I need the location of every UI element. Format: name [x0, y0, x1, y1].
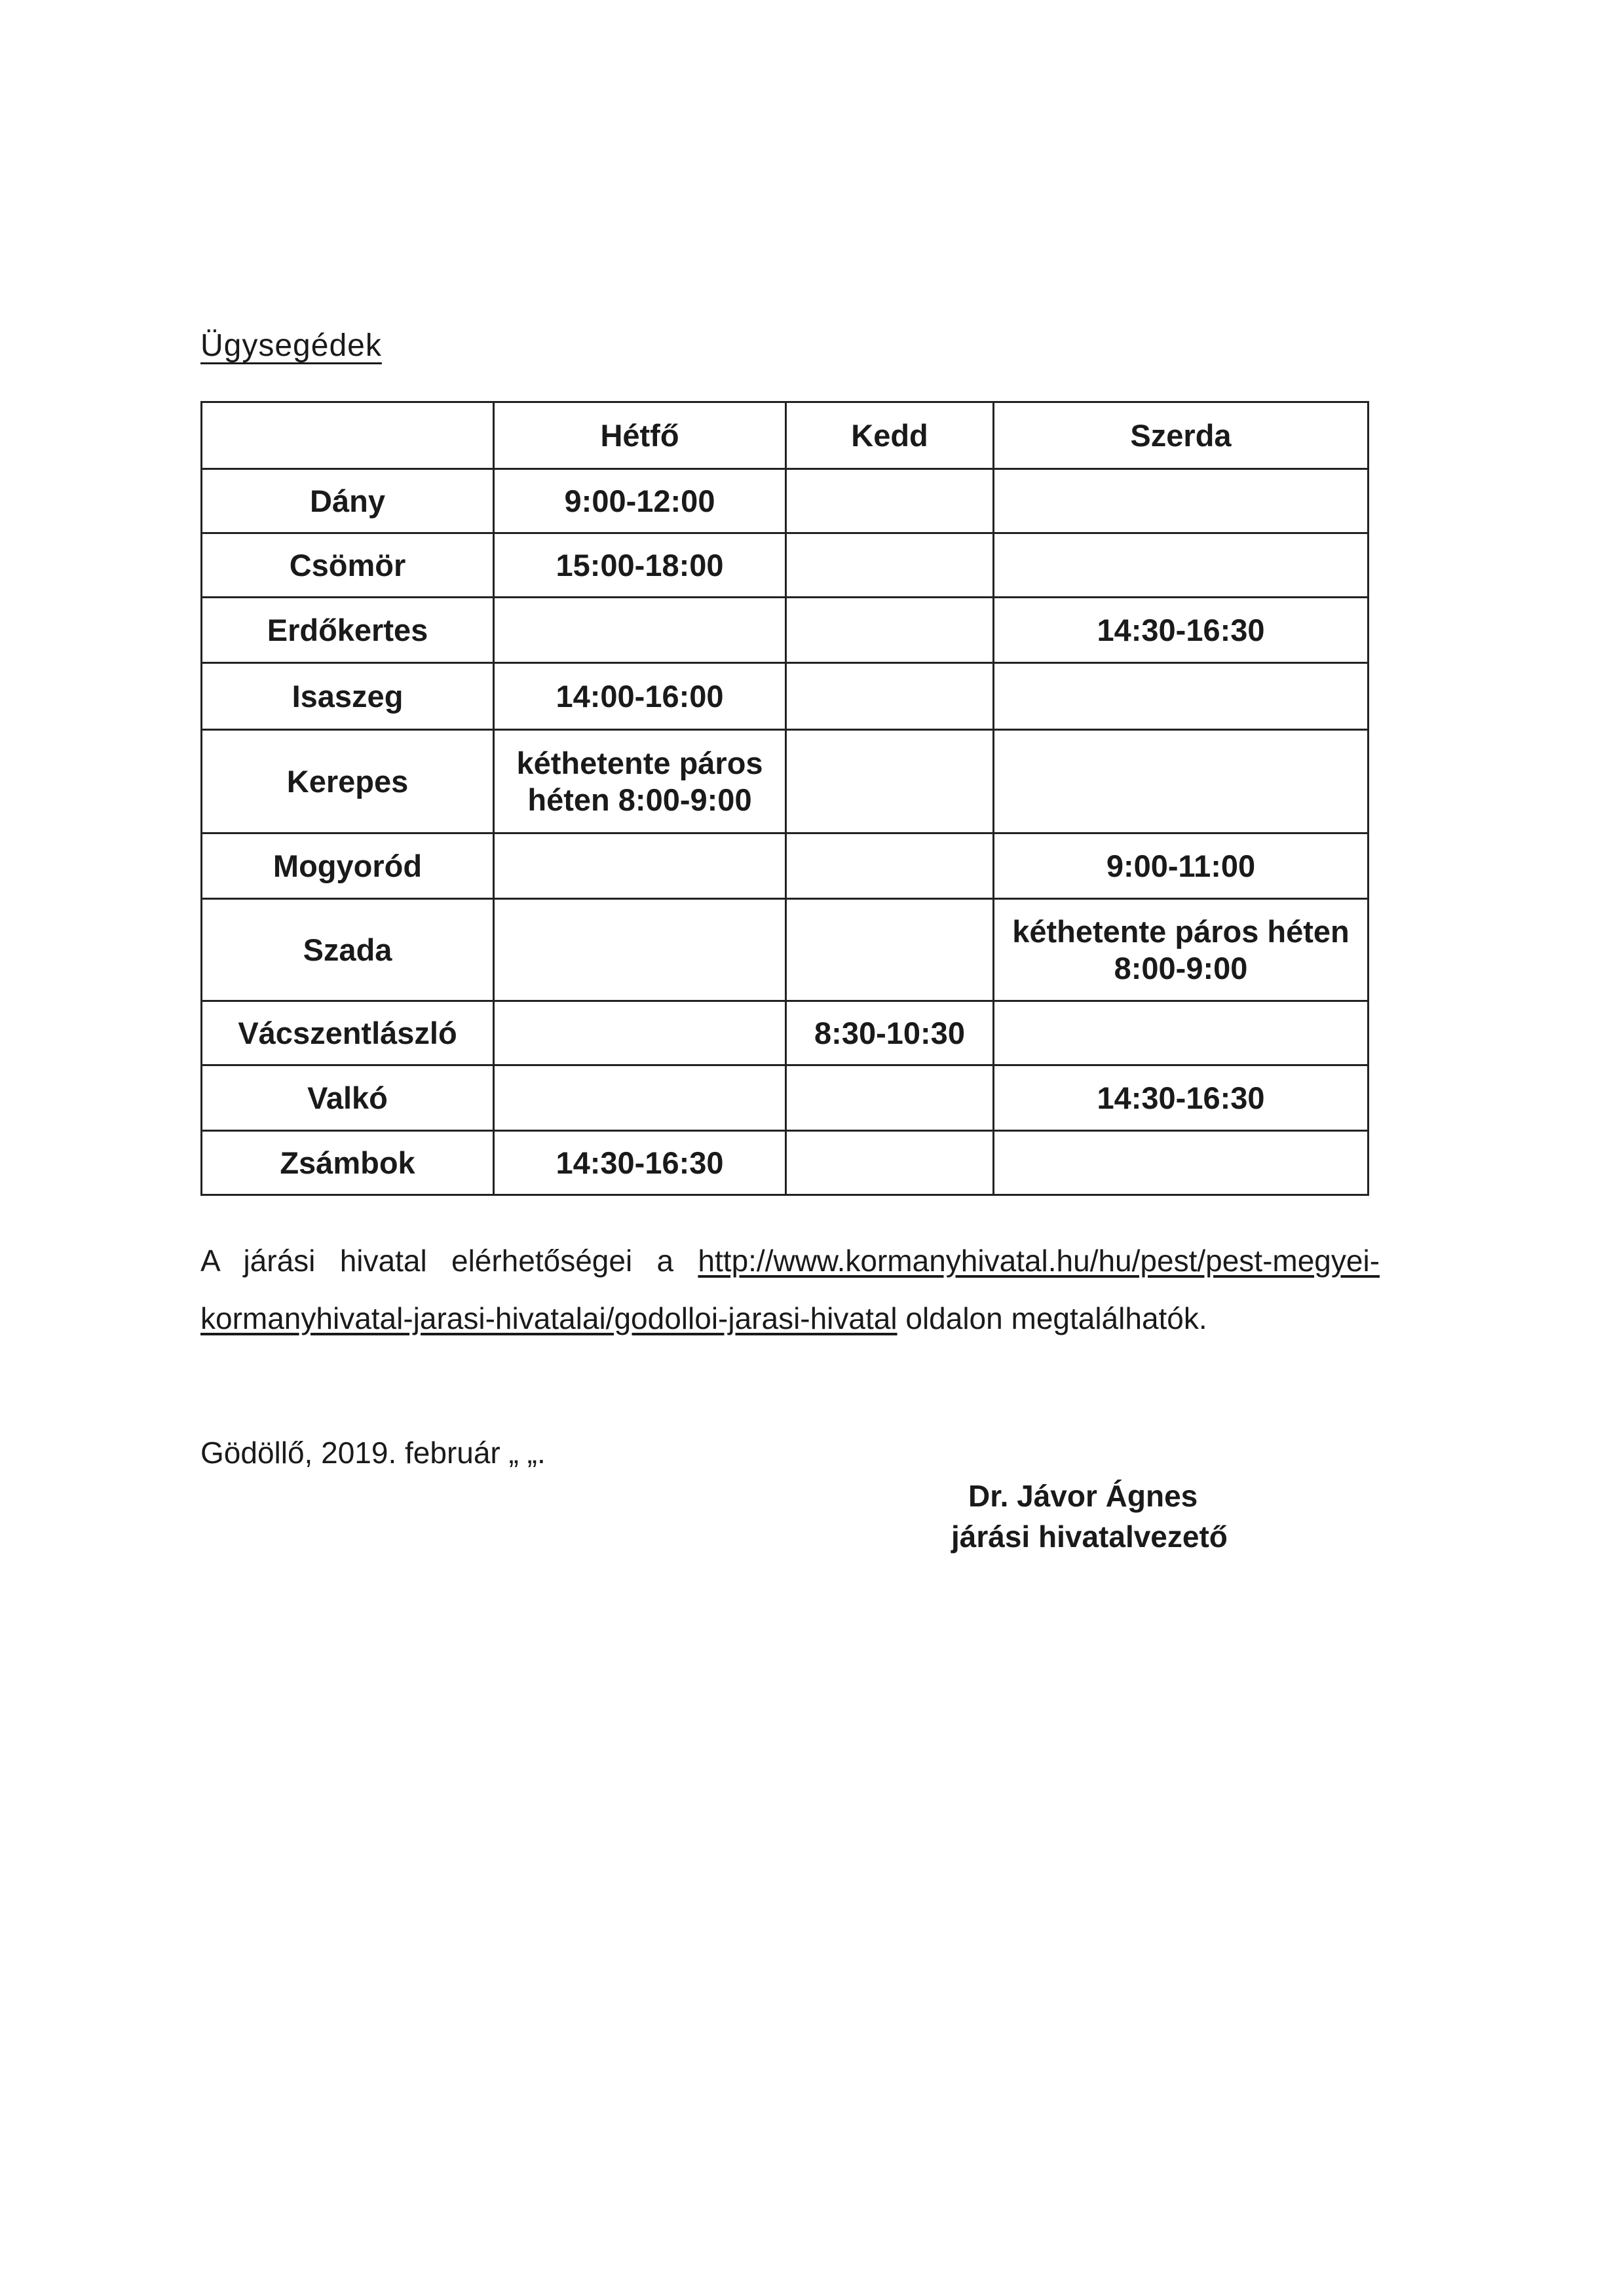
header-blank [202, 402, 494, 469]
table-row [202, 533, 1369, 598]
signatory-role: járási hivatalvezető [951, 1520, 1228, 1554]
table-row [202, 469, 1369, 533]
settlement-name: Szada [202, 899, 494, 1001]
table-row [202, 1065, 1369, 1131]
wednesday-hours [994, 1001, 1369, 1065]
table-row [202, 663, 1369, 730]
table-row [202, 833, 1369, 899]
note-prefix: A járási hivatal elérhetőségei a [200, 1244, 674, 1278]
tuesday-hours [786, 1065, 994, 1131]
wednesday-hours [994, 730, 1369, 833]
wednesday-hours [994, 1131, 1369, 1195]
monday-hours: kéthetente páros héten 8:00-9:00 [494, 730, 786, 833]
place-and-date: Gödöllő, 2019. február „ „. [200, 1436, 546, 1470]
signature-block [951, 1476, 1279, 1557]
header-wednesday: Szerda [994, 402, 1369, 469]
signatory-name: Dr. Jávor Ágnes [968, 1479, 1198, 1513]
wednesday-hours [994, 663, 1369, 730]
table-row [202, 1131, 1369, 1195]
contact-note [200, 1232, 1380, 1347]
settlement-name: Vácszentlászló [202, 1001, 494, 1065]
settlement-name: Csömör [202, 533, 494, 598]
wednesday-hours: 14:30-16:30 [994, 598, 1369, 663]
monday-hours [494, 833, 786, 899]
wednesday-hours: kéthetente páros héten 8:00-9:00 [994, 899, 1369, 1001]
tuesday-hours [786, 663, 994, 730]
table-header-row [202, 402, 1369, 469]
wednesday-hours: 9:00-11:00 [994, 833, 1369, 899]
monday-hours [494, 899, 786, 1001]
note-suffix: oldalon megtalálhatók. [905, 1301, 1207, 1335]
settlement-name: Zsámbok [202, 1131, 494, 1195]
settlement-name: Kerepes [202, 730, 494, 833]
table-row [202, 899, 1369, 1001]
table-row [202, 1001, 1369, 1065]
settlement-name: Valkó [202, 1065, 494, 1131]
wednesday-hours: 14:30-16:30 [994, 1065, 1369, 1131]
monday-hours: 9:00-12:00 [494, 469, 786, 533]
tuesday-hours [786, 899, 994, 1001]
wednesday-hours [994, 469, 1369, 533]
monday-hours: 15:00-18:00 [494, 533, 786, 598]
tuesday-hours [786, 469, 994, 533]
table-row [202, 598, 1369, 663]
settlement-name: Erdőkertes [202, 598, 494, 663]
monday-hours [494, 598, 786, 663]
settlement-name: Dány [202, 469, 494, 533]
tuesday-hours [786, 833, 994, 899]
monday-hours: 14:30-16:30 [494, 1131, 786, 1195]
tuesday-hours [786, 598, 994, 663]
header-monday: Hétfő [494, 402, 786, 469]
section-heading: Ügysegédek [200, 328, 382, 363]
office-website-link[interactable]: http://www.kormanyhivatal.hu/hu/pest/pest-megyei-kormanyhivatal-jarasi-hivatalai/godolloi-jarasi-hivatal [200, 1244, 1380, 1335]
tuesday-hours [786, 533, 994, 598]
settlement-name: Mogyoród [202, 833, 494, 899]
table-row [202, 730, 1369, 833]
schedule-table [200, 401, 1369, 1196]
tuesday-hours: 8:30-10:30 [786, 1001, 994, 1065]
wednesday-hours [994, 533, 1369, 598]
monday-hours: 14:00-16:00 [494, 663, 786, 730]
monday-hours [494, 1001, 786, 1065]
tuesday-hours [786, 730, 994, 833]
tuesday-hours [786, 1131, 994, 1195]
header-tuesday: Kedd [786, 402, 994, 469]
monday-hours [494, 1065, 786, 1131]
settlement-name: Isaszeg [202, 663, 494, 730]
